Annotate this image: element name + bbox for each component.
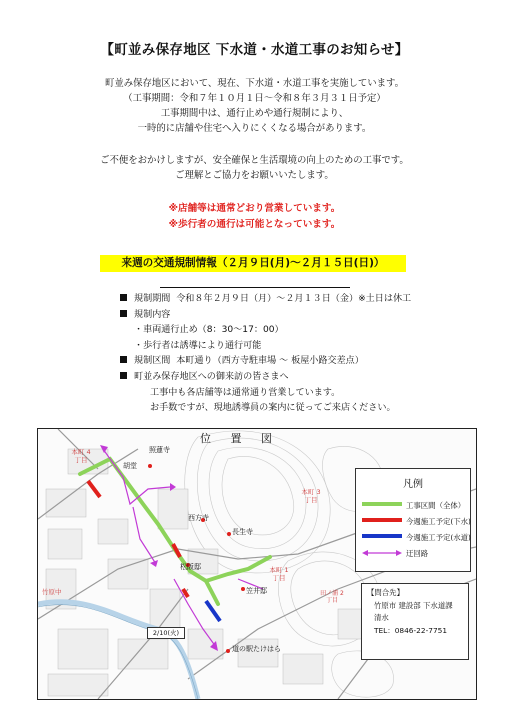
- list-item: 規制区間 本町通り（西方寺駐車場 ～ 板屋小路交差点）: [120, 354, 500, 370]
- bullet-square-icon: [120, 294, 127, 301]
- legend-swatch: [362, 534, 402, 538]
- contact-person: 清水: [374, 613, 389, 623]
- label-juunen: 胡堂: [123, 462, 137, 470]
- intro-line: ご不便をおかけしますが、安全確保と生活環境の向上のための工事です。: [100, 155, 409, 166]
- intro-line: （工事期間：令和７年１０月１日～令和８年３月３１日予定）: [123, 93, 386, 104]
- label-shorenji: 照蓮寺: [149, 446, 170, 454]
- legend-heading: 凡例: [403, 479, 423, 490]
- map-legend: [355, 468, 471, 572]
- red-notes: [0, 201, 509, 232]
- intro-line: ご理解とご協力をお願いいたします。: [175, 170, 334, 181]
- label-choseiji: 長生寺: [232, 528, 253, 536]
- label-honmachi1: 本町 1丁目: [269, 566, 289, 582]
- label-michinoeki: 道の駅たけはら: [232, 645, 281, 653]
- label-matsuzaka: 松阪邸: [180, 563, 201, 571]
- list-item: 町並み保存地区への御来訪の皆さまへ: [120, 370, 500, 386]
- contact-box: [361, 583, 469, 660]
- legend-item: 工事区間（全体）: [362, 500, 465, 511]
- detour-arrow-icon: [362, 549, 402, 557]
- legend-swatch: [362, 518, 402, 522]
- contact-dept: 竹原市 建設部 下水道課: [374, 600, 453, 610]
- red-note: ※店舗等は通常どおり営業しています。: [168, 203, 341, 214]
- intro-line: 工事期間中は、通行止めや通行規制により、: [160, 108, 349, 119]
- regulation-list: [120, 292, 500, 417]
- intro-line: 一時的に店舗や住宅へ入りにくくなる場合があります。: [137, 123, 372, 134]
- date-callout: 2/10(火): [147, 627, 185, 639]
- label-honmachi4: 本町 4丁目: [71, 448, 91, 464]
- label-saihoji: 西方寺: [188, 514, 209, 522]
- map-title: 位 置 図: [200, 432, 280, 445]
- label-kasaibe: 笠井邸: [246, 587, 267, 595]
- legend-swatch: [362, 502, 402, 506]
- list-subitem: ・車両通行止め（8：30～17：00）: [134, 325, 284, 336]
- label-tanoura: 田ノ浦 2丁目: [320, 590, 344, 604]
- list-subitem: お手数ですが、現地誘導員の案内に従ってご来店ください。: [150, 403, 396, 414]
- legend-item: 迂回路: [362, 548, 428, 559]
- bullet-square-icon: [120, 310, 127, 317]
- list-subitem: ・歩行者は誘導により通行可能: [134, 340, 262, 351]
- label-honmachi3: 本町 3丁目: [301, 488, 321, 504]
- contact-heading: 【問合先】: [367, 588, 404, 597]
- legend-item: 今週施工予定(下水): [362, 516, 471, 527]
- intro-text: [0, 76, 509, 183]
- list-subitem: 工事中も各店舗等は通常通り営業しています。: [150, 387, 341, 398]
- legend-item: 今週施工予定(水道): [362, 532, 471, 543]
- list-item: 規制期間 令和８年２月９日（月）～２月１３日（金）※土日は休工: [120, 292, 500, 308]
- building-blocks: [46, 449, 378, 696]
- intro-line: 町並み保存地区において、現在、下水道・水道工事を実施しています。: [104, 78, 405, 89]
- intro-spacer: [0, 136, 509, 153]
- contact-tel: TEL：0846-22-7751: [374, 625, 448, 635]
- bullet-square-icon: [120, 356, 127, 363]
- list-item: 規制内容: [120, 308, 500, 324]
- red-note: ※歩行者の通行は可能となっています。: [168, 218, 341, 230]
- bullet-square-icon: [120, 372, 127, 379]
- label-takehara: 竹原中: [42, 588, 62, 596]
- weekly-heading: 来週の交通規制情報（２月９日(月)～２月１５日(日)）: [100, 255, 406, 272]
- notice-title: 【町並み保存地区 下水道・水道工事のお知らせ】: [100, 42, 409, 58]
- divider: [160, 287, 350, 288]
